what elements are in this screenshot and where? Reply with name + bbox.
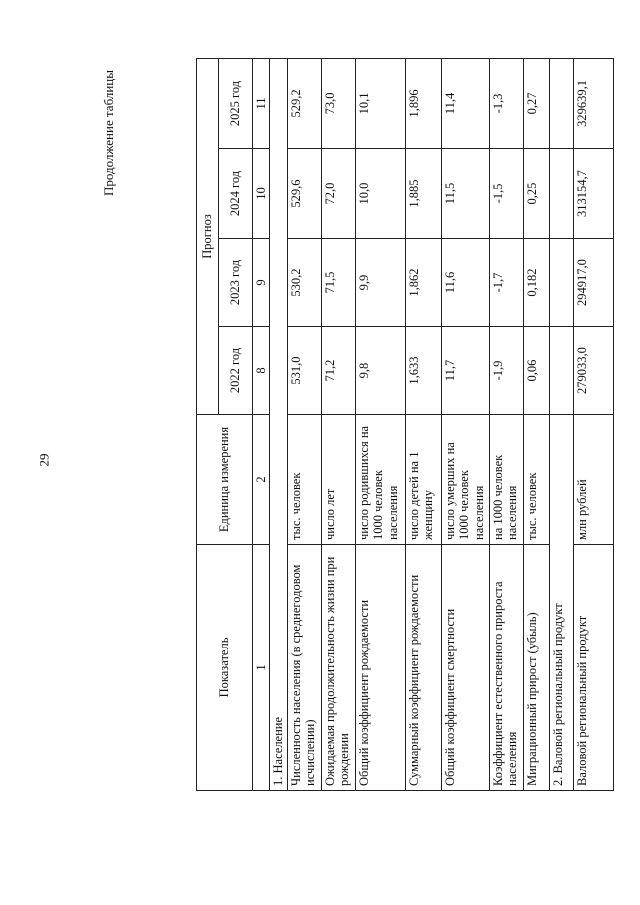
header-unit: Единица измерения [197,415,253,545]
col-number: 2 [253,415,270,545]
cell-value: 72,0 [321,149,355,239]
row-unit: число лет [321,415,355,545]
empty-cell [549,149,573,239]
empty-cell [549,239,573,327]
cell-value: 530,2 [287,239,321,327]
cell-value: 71,5 [321,239,355,327]
cell-value: 529,6 [287,149,321,239]
row-unit: число умерших на 1000 человек населения [441,415,489,545]
row-label: Суммарный коэффициент рождаемости [405,545,441,791]
row-label: Валовой региональный продукт [573,545,613,791]
cell-value: 279033,0 [573,327,613,415]
cell-value: 1,633 [405,327,441,415]
header-year-2024: 2024 год [219,149,253,239]
cell-value: 0,182 [523,239,549,327]
header-year-2023: 2023 год [219,239,253,327]
col-number: 10 [253,149,270,239]
cell-value: 71,2 [321,327,355,415]
cell-value: 294917,0 [573,239,613,327]
cell-value: 9,9 [355,239,405,327]
header-year-2022: 2022 год [219,327,253,415]
col-number: 8 [253,327,270,415]
header-forecast: Прогноз [197,58,219,414]
header-year-2025: 2025 год [219,58,253,148]
empty-cell [549,327,573,415]
row-label: Миграционный прирост (убыль) [523,545,549,791]
cell-value: 1,896 [405,58,441,148]
forecast-table [196,58,614,791]
cell-value: 1,862 [405,239,441,327]
row-label: Численность населения (в среднегодовом исчислении) [287,545,321,791]
cell-value: 10,1 [355,58,405,148]
cell-value: 73,0 [321,58,355,148]
cell-value: 0,06 [523,327,549,415]
page-number: 29 [36,453,52,467]
cell-value: 11,5 [441,149,489,239]
continuation-label: Продолжение таблицы [101,70,116,196]
cell-value: -1,7 [489,239,523,327]
cell-value: 11,7 [441,327,489,415]
header-indicator: Показатель [197,545,253,791]
cell-value: 1,885 [405,149,441,239]
section-row: 1. Население [270,58,287,790]
row-unit: число родившихся на 1000 человек населения [355,415,405,545]
cell-value: 313154,7 [573,149,613,239]
row-unit: тыс. человек [287,415,321,545]
col-number: 11 [253,58,270,148]
cell-value: -1,9 [489,327,523,415]
cell-value: 11,4 [441,58,489,148]
row-label: Ожидаемая продолжительность жизни при рождении [321,545,355,791]
cell-value: 529,2 [287,58,321,148]
row-label: Коэффициент естественного прироста населения [489,545,523,791]
cell-value: 329639,1 [573,58,613,148]
cell-value: 0,27 [523,58,549,148]
data-table-frame [196,59,589,791]
section-row: 2. Валовой региональный продукт [549,415,573,791]
row-unit: на 1000 человек населения [489,415,523,545]
continuation-label-wrap [102,58,116,208]
cell-value: 9,8 [355,327,405,415]
cell-value: 531,0 [287,327,321,415]
row-label: Общий коэффициент смертности [441,545,489,791]
row-label: Общий коэффициент рождаемости [355,545,405,791]
cell-value: -1,5 [489,149,523,239]
cell-value: 11,6 [441,239,489,327]
row-unit: млн рублей [573,415,613,545]
row-unit: тыс. человек [523,415,549,545]
empty-cell [549,58,573,148]
cell-value: 0,25 [523,149,549,239]
row-unit: число детей на 1 женщину [405,415,441,545]
col-number: 9 [253,239,270,327]
col-number: 1 [253,545,270,791]
cell-value: -1,3 [489,58,523,148]
cell-value: 10,0 [355,149,405,239]
